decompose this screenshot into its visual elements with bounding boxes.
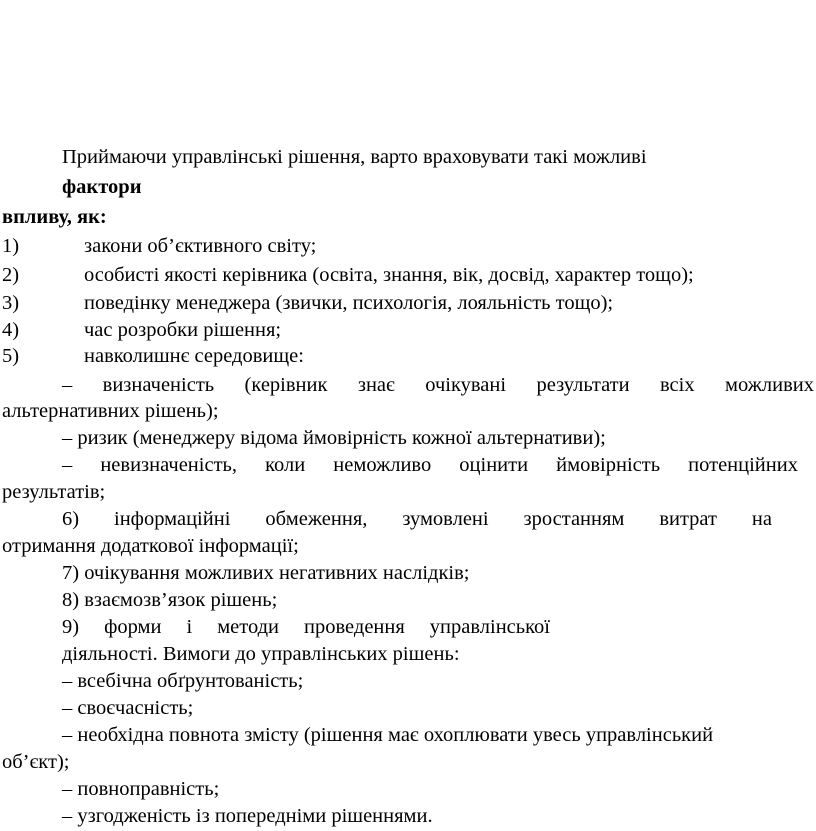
word: і <box>186 616 193 638</box>
risk-line: – ризик (менеджеру відома ймовірність кожної альтернативи); <box>62 427 606 449</box>
word: – <box>62 454 73 476</box>
word: управлінської <box>429 616 550 638</box>
word: очікувані <box>425 374 507 396</box>
word: оцінити <box>459 454 529 476</box>
list-item <box>0 320 816 344</box>
item-9-continuation: діяльності. Вимоги до управлінських рішень: <box>62 643 460 665</box>
word: коли <box>265 454 306 476</box>
word: зумовлені <box>402 508 489 530</box>
word: всіх <box>660 374 695 396</box>
uncertainty-continuation: результатів; <box>2 481 106 503</box>
list-item <box>0 236 816 260</box>
list-item <box>0 346 816 370</box>
list-item-number: 2) <box>2 264 20 286</box>
word: – <box>62 374 73 396</box>
requirement-continuation: об’єкт); <box>2 751 70 773</box>
item-9-line <box>62 617 550 638</box>
list-item-text: особисті якості керівника (освіта, знання, вік, досвід, характер тощо); <box>84 264 694 286</box>
list-item <box>0 293 816 317</box>
word: ймовірність <box>556 454 661 476</box>
certainty-continuation: альтернативних рішень); <box>2 400 219 422</box>
word: обмеження, <box>265 508 368 530</box>
list-item-number: 4) <box>2 319 20 341</box>
intro-line-3: впливу, як: <box>2 206 107 228</box>
word: витрат <box>659 508 717 530</box>
requirement-item: – всебічна обґрунтованість; <box>62 670 304 692</box>
word: проведення <box>304 616 405 638</box>
requirement-item: – необхідна повнота змісту (рішення має охоплювати увесь управлінський <box>62 724 714 746</box>
intro-line-1: Приймаючи управлінські рішення, варто враховувати такі можливі <box>62 146 647 168</box>
requirement-item: – своєчасність; <box>62 697 194 719</box>
word: можливих <box>725 374 814 396</box>
word: зростанням <box>523 508 625 530</box>
requirement-item: – повноправність; <box>62 778 220 800</box>
list-item-text: час розробки рішення; <box>84 319 282 341</box>
list-item <box>0 265 816 289</box>
word: (керівник <box>244 374 328 396</box>
word: 6) <box>62 508 80 530</box>
word: форми <box>104 616 162 638</box>
list-item-text: закони об’єктивного світу; <box>84 235 317 257</box>
word: невизначеність, <box>100 454 238 476</box>
list-item-text: поведінку менеджера (звички, психологія, лояльність тощо); <box>84 292 614 314</box>
uncertainty-line <box>62 455 798 476</box>
word: знає <box>357 374 395 396</box>
word: неможливо <box>333 454 432 476</box>
word: 9) <box>62 616 80 638</box>
item-8: 8) взаємозв’язок рішень; <box>62 589 278 611</box>
word: інформаційні <box>114 508 231 530</box>
word: на <box>751 508 772 530</box>
word: методи <box>217 616 280 638</box>
info-constraints-continuation: отримання додаткової інформації; <box>2 535 299 557</box>
list-item-number: 1) <box>2 235 20 257</box>
info-constraints-line <box>62 509 772 530</box>
intro-line-2: фактори <box>62 176 142 198</box>
word: потенційних <box>688 454 798 476</box>
word: результати <box>536 374 630 396</box>
requirement-item: – узгодженість із попередніми рішеннями. <box>62 805 433 827</box>
list-item-number: 5) <box>2 345 20 367</box>
word: визначеність <box>102 374 215 396</box>
item-7: 7) очікування можливих негативних наслідків; <box>62 562 470 584</box>
list-item-text: навколишнє середовище: <box>84 345 304 367</box>
certainty-line <box>62 375 814 396</box>
list-item-number: 3) <box>2 292 20 314</box>
